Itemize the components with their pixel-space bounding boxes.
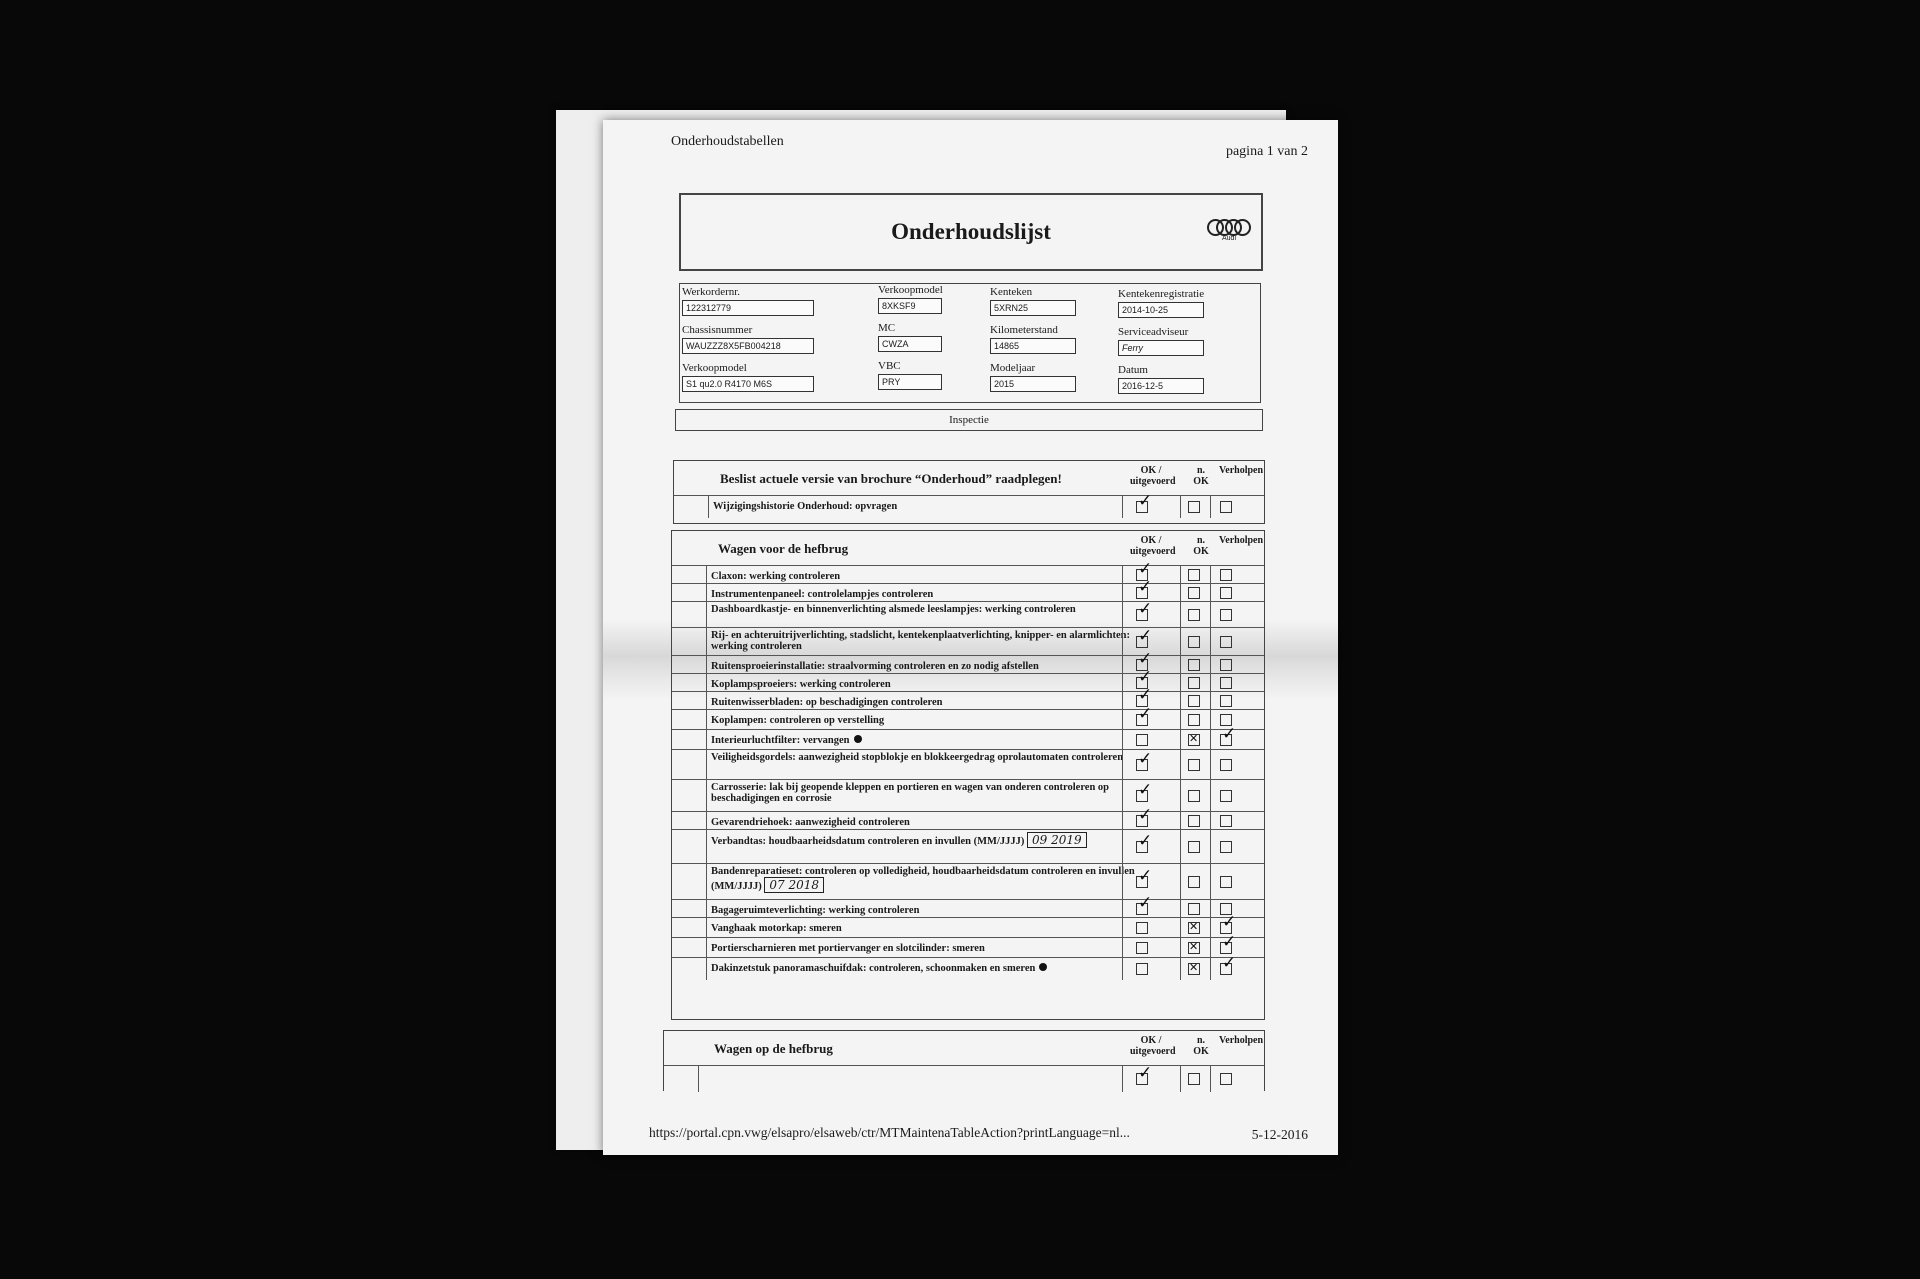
row-text: Instrumentenpaneel: controlelampjes controleren bbox=[711, 589, 934, 600]
checkbox-ok[interactable] bbox=[1136, 841, 1148, 853]
row-index-cell bbox=[672, 674, 707, 692]
column-divider bbox=[1180, 864, 1181, 900]
column-header-nok: n. OK bbox=[1193, 1035, 1209, 1057]
row-text: Dakinzetstuk panoramaschuifdak: controleren, schoonmaken en smeren bbox=[708, 963, 1135, 974]
title-box bbox=[679, 193, 1263, 271]
column-divider bbox=[1180, 1066, 1181, 1092]
document-title: Onderhoudslijst bbox=[891, 219, 1051, 244]
section-brochure bbox=[673, 460, 1265, 524]
row-index-cell bbox=[672, 692, 707, 710]
column-divider bbox=[1210, 566, 1211, 584]
checkbox-ok[interactable] bbox=[1136, 876, 1148, 888]
column-divider bbox=[1122, 584, 1123, 602]
checkbox-fix[interactable] bbox=[1220, 815, 1232, 827]
column-divider bbox=[1180, 750, 1181, 780]
checklist-row bbox=[672, 863, 1264, 900]
row-text: Vanghaak motorkap: smeren bbox=[711, 923, 842, 934]
column-divider bbox=[1210, 584, 1211, 602]
bullet-dot-icon bbox=[1039, 963, 1047, 971]
field-werkordernr: Werkordernr. 122312779 bbox=[682, 286, 814, 316]
checkbox-fix[interactable] bbox=[1220, 841, 1232, 853]
checklist-row bbox=[674, 495, 1264, 518]
column-divider bbox=[1122, 918, 1123, 938]
column-header-nok: n. OK bbox=[1193, 465, 1209, 487]
column-divider bbox=[1180, 710, 1181, 730]
checkbox-fix[interactable] bbox=[1220, 1073, 1232, 1085]
checkbox-fix[interactable] bbox=[1220, 636, 1232, 648]
column-divider bbox=[1122, 900, 1123, 918]
column-divider bbox=[1122, 780, 1123, 812]
checklist-row bbox=[672, 673, 1264, 692]
row-index-cell bbox=[672, 602, 707, 628]
checkbox-fix[interactable] bbox=[1220, 734, 1232, 746]
checklist-row bbox=[672, 811, 1264, 830]
checklist-row bbox=[672, 749, 1264, 780]
inspectie-bar: Inspectie bbox=[675, 409, 1263, 431]
checkbox-nok[interactable] bbox=[1188, 609, 1200, 621]
column-divider bbox=[1122, 692, 1123, 710]
column-divider bbox=[1122, 656, 1123, 674]
checkbox-ok[interactable] bbox=[1136, 790, 1148, 802]
checkbox-nok[interactable] bbox=[1188, 1073, 1200, 1085]
section-title: Wagen op de hefbrug bbox=[714, 1041, 833, 1056]
column-divider bbox=[1180, 830, 1181, 864]
section-title: Wagen voor de hefbrug bbox=[718, 541, 849, 556]
row-text: Claxon: werking controleren bbox=[711, 571, 841, 582]
column-divider bbox=[1122, 938, 1123, 958]
field-kenteken: Kenteken 5XRN25 bbox=[990, 286, 1076, 316]
checkbox-nok[interactable] bbox=[1188, 841, 1200, 853]
vehicle-info bbox=[679, 283, 1261, 403]
row-text: Bandenreparatieset: controleren op volledigheid, houdbaarheidsdatum controleren en invullen (MM/JJJJ) 07 2018 bbox=[711, 866, 1135, 892]
page-number: pagina 1 van 2 bbox=[1225, 144, 1308, 159]
column-divider bbox=[1122, 812, 1123, 830]
checkbox-nok[interactable] bbox=[1188, 714, 1200, 726]
checkbox-ok[interactable] bbox=[1136, 501, 1148, 513]
checkbox-nok[interactable] bbox=[1188, 636, 1200, 648]
checklist-row bbox=[672, 917, 1264, 938]
row-index-cell bbox=[672, 938, 707, 958]
column-header-verholpen: Verholpen bbox=[1218, 535, 1264, 546]
row-text: Interieurluchtfilter: vervangen bbox=[708, 735, 1135, 746]
field-kilometerstand: Kilometerstand 14865 bbox=[990, 324, 1076, 354]
column-divider bbox=[1180, 628, 1181, 656]
checkbox-fix[interactable] bbox=[1220, 609, 1232, 621]
footer-url: https://portal.cpn.vwg/elsapro/elsaweb/ctr/MTMaintenaTableAction?printLanguage=nl... bbox=[649, 1125, 1130, 1140]
row-text: Gevarendriehoek: aanwezigheid controleren bbox=[711, 817, 910, 828]
checkbox-fix[interactable] bbox=[1220, 569, 1232, 581]
column-divider bbox=[1210, 1066, 1211, 1092]
column-divider bbox=[1210, 730, 1211, 750]
row-text: Ruitenwisserbladen: op beschadigingen controleren bbox=[711, 697, 943, 708]
column-divider bbox=[1180, 584, 1181, 602]
row-text: Koplampsproeiers: werking controleren bbox=[711, 679, 891, 690]
column-header-ok: OK / uitgevoerd bbox=[1130, 535, 1176, 557]
checkbox-fix[interactable] bbox=[1220, 677, 1232, 689]
row-text: Koplampen: controleren op verstelling bbox=[711, 715, 885, 726]
checkbox-fix[interactable] bbox=[1220, 695, 1232, 707]
checklist-row bbox=[672, 691, 1264, 710]
handwritten-date: 09 2019 bbox=[1027, 832, 1087, 848]
column-header-nok: n. OK bbox=[1193, 535, 1209, 557]
column-divider bbox=[1122, 730, 1123, 750]
row-index-cell bbox=[674, 496, 709, 518]
row-index-cell bbox=[672, 628, 707, 656]
checkbox-ok[interactable] bbox=[1136, 734, 1148, 746]
checkbox-ok[interactable] bbox=[1136, 587, 1148, 599]
checkbox-nok[interactable] bbox=[1188, 501, 1200, 513]
column-divider bbox=[1210, 602, 1211, 628]
column-divider bbox=[1180, 900, 1181, 918]
row-text: Ruitensproeierinstallatie: straalvorming controleren en zo nodig afstellen bbox=[711, 661, 1039, 672]
field-datum: Datum 2016-12-5 bbox=[1118, 364, 1204, 394]
checklist-row bbox=[672, 655, 1264, 674]
column-divider bbox=[1122, 628, 1123, 656]
column-divider bbox=[1122, 750, 1123, 780]
checklist-row bbox=[672, 899, 1264, 918]
column-divider bbox=[1180, 674, 1181, 692]
section-title: Beslist actuele versie van brochure “Onderhoud” raadplegen! bbox=[720, 471, 1062, 486]
column-divider bbox=[1122, 496, 1123, 518]
checkbox-nok[interactable] bbox=[1188, 922, 1200, 934]
row-text: Rij- en achteruitrijverlichting, stadslicht, kentekenplaatverlichting, knipper- en alarmlichten: werking controleren bbox=[711, 630, 1130, 652]
column-divider bbox=[1122, 864, 1123, 900]
column-divider bbox=[1122, 674, 1123, 692]
checkbox-ok[interactable] bbox=[1136, 922, 1148, 934]
page-header-title: Onderhoudstabellen bbox=[671, 134, 784, 149]
row-index-cell bbox=[672, 584, 707, 602]
bullet-dot-icon bbox=[854, 735, 862, 743]
checkbox-nok[interactable] bbox=[1188, 876, 1200, 888]
checkbox-nok[interactable] bbox=[1188, 815, 1200, 827]
row-text: Veiligheidsgordels: aanwezigheid stopblokje en blokkeergedrag oprolautomaten controleren bbox=[711, 752, 1124, 763]
column-divider bbox=[1180, 602, 1181, 628]
field-verkoopmodel-1: Verkoopmodel S1 qu2.0 R4170 M6S bbox=[682, 362, 814, 392]
column-divider bbox=[1210, 628, 1211, 656]
column-divider bbox=[1210, 780, 1211, 812]
logo-text: Audi bbox=[1221, 235, 1236, 242]
column-divider bbox=[1180, 496, 1181, 518]
column-divider bbox=[1122, 958, 1123, 980]
column-divider bbox=[1210, 900, 1211, 918]
column-divider bbox=[1122, 566, 1123, 584]
checkbox-nok[interactable] bbox=[1188, 903, 1200, 915]
checklist-row bbox=[672, 829, 1264, 864]
checklist-row bbox=[672, 729, 1264, 750]
checklist-row bbox=[672, 937, 1264, 958]
column-divider bbox=[1122, 1066, 1123, 1092]
row-index-cell bbox=[672, 918, 707, 938]
checkbox-ok[interactable] bbox=[1136, 963, 1148, 975]
row-index-cell bbox=[672, 812, 707, 830]
checkbox-nok[interactable] bbox=[1188, 963, 1200, 975]
checkbox-ok[interactable] bbox=[1136, 815, 1148, 827]
checkbox-ok[interactable] bbox=[1136, 609, 1148, 621]
checkbox-ok[interactable] bbox=[1136, 942, 1148, 954]
column-divider bbox=[1180, 656, 1181, 674]
checklist-row bbox=[664, 1065, 1264, 1092]
row-index-cell bbox=[672, 730, 707, 750]
checkbox-ok[interactable] bbox=[1136, 903, 1148, 915]
checklist-row bbox=[672, 583, 1264, 602]
row-index-cell bbox=[672, 958, 707, 980]
checklist-row bbox=[672, 627, 1264, 656]
row-text: Bagageruimteverlichting: werking controleren bbox=[711, 905, 920, 916]
column-divider bbox=[1180, 692, 1181, 710]
checkbox-fix[interactable] bbox=[1220, 659, 1232, 671]
row-text: Wijzigingshistorie Onderhoud: opvragen bbox=[713, 501, 898, 512]
document-page bbox=[603, 120, 1338, 1155]
checklist-row bbox=[672, 565, 1264, 584]
checklist-row bbox=[672, 601, 1264, 628]
column-divider bbox=[1210, 674, 1211, 692]
row-index-cell bbox=[672, 780, 707, 812]
column-divider bbox=[1210, 656, 1211, 674]
checklist-row bbox=[672, 779, 1264, 812]
checkbox-ok[interactable] bbox=[1136, 759, 1148, 771]
checkbox-fix[interactable] bbox=[1220, 759, 1232, 771]
field-serviceadviseur: Serviceadviseur Ferry bbox=[1118, 326, 1204, 356]
checkbox-fix[interactable] bbox=[1220, 587, 1232, 599]
checkbox-nok[interactable] bbox=[1188, 734, 1200, 746]
column-header-verholpen: Verholpen bbox=[1218, 1035, 1264, 1046]
checkbox-fix[interactable] bbox=[1220, 963, 1232, 975]
checkbox-nok[interactable] bbox=[1188, 942, 1200, 954]
checkbox-nok[interactable] bbox=[1188, 790, 1200, 802]
column-divider bbox=[1210, 692, 1211, 710]
section-voor-hefbrug bbox=[671, 530, 1265, 1020]
audi-logo-icon bbox=[1207, 219, 1251, 245]
row-index-cell bbox=[664, 1066, 699, 1092]
checkbox-nok[interactable] bbox=[1188, 695, 1200, 707]
column-divider bbox=[1210, 918, 1211, 938]
field-verkoopmodel-2: Verkoopmodel 8XKSF9 bbox=[878, 284, 942, 314]
column-divider bbox=[1180, 938, 1181, 958]
field-chassis: Chassisnummer WAUZZZ8X5FB004218 bbox=[682, 324, 814, 354]
column-divider bbox=[1210, 938, 1211, 958]
row-index-cell bbox=[672, 750, 707, 780]
column-divider bbox=[1122, 710, 1123, 730]
row-index-cell bbox=[672, 656, 707, 674]
checkbox-fix[interactable] bbox=[1220, 876, 1232, 888]
field-kentekenregistratie: Kentekenregistratie 2014-10-25 bbox=[1118, 288, 1204, 318]
column-divider bbox=[1122, 602, 1123, 628]
column-header-ok: OK / uitgevoerd bbox=[1130, 465, 1176, 487]
column-divider bbox=[1122, 830, 1123, 864]
checkbox-fix[interactable] bbox=[1220, 501, 1232, 513]
row-index-cell bbox=[672, 830, 707, 864]
checkbox-ok[interactable] bbox=[1136, 1073, 1148, 1085]
checkbox-nok[interactable] bbox=[1188, 759, 1200, 771]
column-header-verholpen: Verholpen bbox=[1218, 465, 1264, 476]
checklist-row bbox=[672, 709, 1264, 730]
column-divider bbox=[1210, 812, 1211, 830]
checkbox-ok[interactable] bbox=[1136, 714, 1148, 726]
column-header-ok: OK / uitgevoerd bbox=[1130, 1035, 1176, 1057]
column-divider bbox=[1180, 730, 1181, 750]
column-divider bbox=[1210, 496, 1211, 518]
checkbox-nok[interactable] bbox=[1188, 587, 1200, 599]
checkbox-nok[interactable] bbox=[1188, 677, 1200, 689]
row-text: Verbandtas: houdbaarheidsdatum controleren en invullen (MM/JJJJ) 09 2019 bbox=[708, 832, 1135, 848]
row-text: Dashboardkastje- en binnenverlichting alsmede leeslampjes: werking controleren bbox=[711, 604, 1076, 615]
row-index-cell bbox=[672, 710, 707, 730]
field-vbc: VBC PRY bbox=[878, 360, 942, 390]
column-divider bbox=[1180, 812, 1181, 830]
column-divider bbox=[1180, 780, 1181, 812]
checkbox-nok[interactable] bbox=[1188, 569, 1200, 581]
handwritten-date: 07 2018 bbox=[764, 877, 824, 893]
column-divider bbox=[1210, 750, 1211, 780]
column-divider bbox=[1180, 958, 1181, 980]
row-index-cell bbox=[672, 864, 707, 900]
checkbox-ok[interactable] bbox=[1136, 636, 1148, 648]
field-mc: MC CWZA bbox=[878, 322, 942, 352]
column-divider bbox=[1210, 958, 1211, 980]
column-divider bbox=[1210, 710, 1211, 730]
field-modeljaar: Modeljaar 2015 bbox=[990, 362, 1076, 392]
column-divider bbox=[1210, 864, 1211, 900]
row-index-cell bbox=[672, 566, 707, 584]
column-divider bbox=[1180, 566, 1181, 584]
checklist-row bbox=[672, 957, 1264, 980]
section-op-hefbrug bbox=[663, 1030, 1265, 1091]
column-divider bbox=[1180, 918, 1181, 938]
column-divider bbox=[1210, 830, 1211, 864]
footer-date: 5-12-2016 bbox=[1251, 1127, 1308, 1142]
checkbox-nok[interactable] bbox=[1188, 659, 1200, 671]
row-index-cell bbox=[672, 900, 707, 918]
row-text: Portierscharnieren met portiervanger en slotcilinder: smeren bbox=[711, 943, 985, 954]
checkbox-fix[interactable] bbox=[1220, 790, 1232, 802]
row-text: Carrosserie: lak bij geopende kleppen en portieren en wagen van onderen controleren op beschadigingen en corrosie bbox=[711, 782, 1110, 804]
